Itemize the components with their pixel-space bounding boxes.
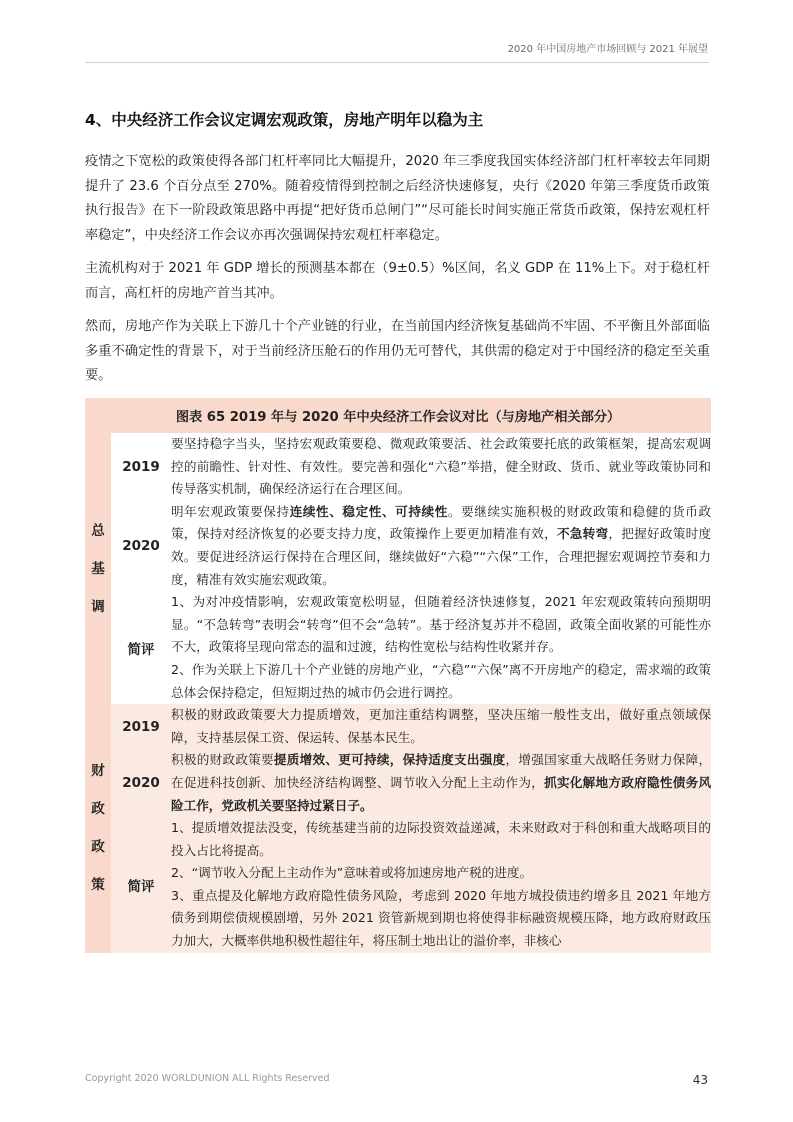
text-segment: ，增强国家重大战略任务财力保障，在促进科技创新、加快经济结构调整、调节收入分配上主动作为， <box>171 752 712 790</box>
table-caption-row <box>85 398 711 433</box>
content-paragraph <box>171 749 711 817</box>
category-char: 政 <box>91 839 105 856</box>
category-char: 政 <box>91 801 105 818</box>
category-char: 总 <box>91 522 105 539</box>
bold-text: 提质增效、更可持续，保持适度支出强度 <box>273 752 506 768</box>
table-row <box>85 501 711 591</box>
content-cell <box>171 704 711 749</box>
text-segment: 明年宏观政策要保持 <box>171 503 290 519</box>
category-char: 调 <box>91 598 105 615</box>
text-segment: 1、为对冲疫情影响，宏观政策宽松明显，但随着经济快速修复，2021 年宏观政策转向预期明显。“不急转弯”表明会“转弯”但不会“急转”。基于经济复苏并不稳固，政策全面收紧的可能性亦不大，政策将呈现向常态的温和过渡，结构性宽松与结构性收紧并存。 <box>171 594 712 655</box>
bold-text: 不急转弯 <box>556 526 609 542</box>
content-paragraph <box>171 885 711 953</box>
text-segment: 。要继续实施积极的财政政策和稳健的货币政策，保持对经济恢复的必要支持力度，政策操作上要更加精准有效， <box>171 503 712 542</box>
paragraph-2: 主流机构对于 2021 年 GDP 增长的预测基本都在（9±0.5）%区间，名义 GDP 在 11%上下。对于稳杠杆而言，高杠杆的房地产首当其冲。 <box>85 261 710 301</box>
footer-copyright: Copyright 2020 WORLDUNION ALL Rights Reserved <box>85 1073 330 1084</box>
year-cell: 简评 <box>127 641 155 658</box>
content-cell <box>171 817 711 953</box>
content-paragraph <box>171 862 711 885</box>
running-header: 2020 年中国房地产市场回顾与 2021 年展望 <box>507 44 708 55</box>
category-cell <box>85 704 111 953</box>
category-char: 财 <box>91 763 105 780</box>
policy-comparison-table <box>85 398 711 953</box>
table-row <box>85 749 711 817</box>
content-paragraph <box>171 817 711 862</box>
text-segment: ，把握好政策时度效。要促进经济运行保持在合理区间，继续做好“六稳”“六保”工作，合理把握宏观调控节奏和力度，精准有效实施宏观政策。 <box>171 526 712 587</box>
text-segment: 3、重点提及化解地方政府隐性债务风险，考虑到 2020 年地方城投债违约增多且 2021 年地方债务到期偿债规模剧增，另外 2021 资管新规到期也将使得非标融资规模压降，地方政府财政压力加大，大概率供地积极性超往年，将压制土地出让的溢价率，非核心 <box>171 887 712 949</box>
text-segment: 积极的财政政策要 <box>171 752 274 768</box>
content-cell <box>171 749 711 817</box>
paragraph-3: 然而，房地产作为关联上下游几十个产业链的行业，在当前国内经济恢复基础尚不牢固、不平衡且外部面临多重不确定性的背景下，对于当前经济压舱石的作用仍无可替代，其供需的稳定对于中国经济的稳定至关重要。 <box>85 319 710 383</box>
table-row <box>85 591 711 704</box>
table-row <box>85 817 711 953</box>
page-number: 43 <box>692 1073 708 1087</box>
content-paragraph <box>171 704 711 749</box>
content-paragraph <box>171 501 711 591</box>
year-cell: 2019 <box>111 704 171 749</box>
text-segment: 要坚持稳字当头，坚持宏观政策要稳、微观政策要活、社会政策要托底的政策框架，提高宏观调控的前瞻性、针对性、有效性。要完善和强化“六稳”举措，健全财政、货币、就业等政策协同和传导落实机制，确保经济运行在合理区间。 <box>171 436 712 497</box>
table-caption: 图表 65 2019 年与 2020 年中央经济工作会议对比（与房地产相关部分） <box>85 398 711 433</box>
bold-text: 连续性、稳定性、可持续性 <box>289 503 448 519</box>
table-row <box>85 433 711 501</box>
content-paragraph <box>171 591 711 659</box>
paragraph-1: 疫情之下宽松的政策使得各部门杠杆率同比大幅提升，2020 年三季度我国实体经济部门杠杆率较去年同期提升了 23.6 个百分点至 270%。随着疫情得到控制之后经济快速修复，央行《2020 年第三季度货币政策执行报告》在下一阶段政策思路中再提“把好货币总闸门”“尽可能长时间实施正常货币政策，保持宏观杠杆率稳定”，中央经济工作会议亦再次强调保持宏观杠杆率稳定。 <box>85 154 710 243</box>
text-segment: 2、“调节收入分配上主动作为”意味着或将加速房地产税的进度。 <box>171 865 533 881</box>
text-segment: 1、提质增效提法没变，传统基建当前的边际投资效益递减，未来财政对于科创和重大战略项目的投入占比将提高。 <box>171 820 712 858</box>
table-row <box>85 704 711 749</box>
year-cell: 2020 <box>122 537 160 554</box>
category-cell <box>85 433 111 704</box>
category-char: 策 <box>91 877 105 894</box>
year-cell: 2020 <box>111 749 171 817</box>
content-paragraph <box>171 433 711 501</box>
year-cell: 简评 <box>111 817 171 953</box>
section-title: 4、中央经济工作会议定调宏观政策，房地产明年以稳为主 <box>85 111 484 129</box>
year-cell: 2019 <box>122 458 160 475</box>
category-char: 基 <box>91 560 105 577</box>
content-cell <box>171 591 711 704</box>
content-paragraph <box>171 659 711 704</box>
content-cell <box>171 433 711 501</box>
text-segment: 2、作为关联上下游几十个产业链的房地产业，“六稳”“六保”离不开房地产的稳定，需求端的政策总体会保持稳定，但短期过热的城市仍会进行调控。 <box>171 661 712 700</box>
header-rule <box>85 62 709 63</box>
content-cell <box>171 501 711 591</box>
bold-text: 抓实化解地方政府隐性债务风险工作，党政机关要坚持过紧日子。 <box>171 774 712 813</box>
text-segment: 积极的财政政策要大力提质增效，更加注重结构调整，坚决压缩一般性支出，做好重点领域保障，支持基层保工资、保运转、保基本民生。 <box>171 707 712 745</box>
